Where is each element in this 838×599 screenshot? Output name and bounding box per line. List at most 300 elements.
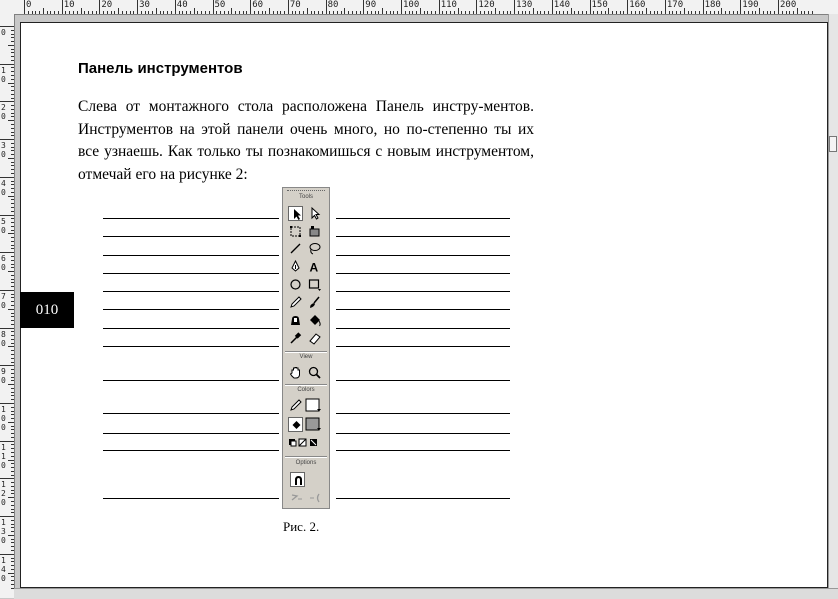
ruler-minor-tick <box>706 11 707 14</box>
vertical-scroll-thumb[interactable] <box>829 136 837 152</box>
ruler-minor-tick <box>337 11 338 14</box>
ruler-minor-tick <box>11 56 14 57</box>
ruler-minor-tick <box>11 241 14 242</box>
ruler-minor-tick <box>770 11 771 14</box>
ruler-minor-tick <box>11 124 14 125</box>
stroke-color-pencil-icon <box>288 398 303 413</box>
ruler-minor-tick <box>11 60 14 61</box>
options-header: Options <box>295 460 317 466</box>
ruler-minor-tick <box>11 320 14 321</box>
ruler-minor-tick <box>733 11 734 14</box>
ruler-minor-tick <box>254 11 255 14</box>
ruler-minor-tick <box>390 11 391 14</box>
ruler-minor-tick <box>54 11 55 14</box>
ruler-label: 70 <box>289 0 301 10</box>
ruler-minor-tick <box>11 418 14 419</box>
ruler-minor-tick <box>11 561 14 562</box>
ruler-label: 40 <box>176 0 188 10</box>
ruler-minor-tick <box>11 294 14 295</box>
ruler-minor-tick <box>11 509 14 510</box>
ruler-major-tick <box>552 0 553 14</box>
ruler-minor-tick <box>420 8 421 14</box>
ruler-major-tick <box>0 365 14 366</box>
ruler-minor-tick <box>8 120 14 121</box>
fill-color-swatch <box>305 417 322 432</box>
ruler-minor-tick <box>167 11 168 14</box>
ruler-major-tick <box>0 215 14 216</box>
ruler-major-tick <box>590 0 591 14</box>
ruler-minor-tick <box>11 67 14 68</box>
ruler-minor-tick <box>503 11 504 14</box>
answer-line-left <box>103 380 279 381</box>
ruler-minor-tick <box>81 8 82 14</box>
ruler-minor-tick <box>661 11 662 14</box>
ruler-minor-tick <box>782 11 783 14</box>
ruler-minor-tick <box>11 414 14 415</box>
ruler-minor-tick <box>228 11 229 14</box>
ruler-minor-tick <box>122 11 123 14</box>
ruler-label: 170 <box>666 0 684 10</box>
ruler-minor-tick <box>11 339 14 340</box>
ruler-minor-tick <box>11 437 14 438</box>
answer-line-right <box>336 380 510 381</box>
ruler-major-tick <box>665 0 666 14</box>
ruler-minor-tick <box>273 11 274 14</box>
ruler-minor-tick <box>574 11 575 14</box>
ruler-minor-tick <box>11 490 14 491</box>
ruler-minor-tick <box>133 11 134 14</box>
ruler-minor-tick <box>352 11 353 14</box>
ruler-minor-tick <box>11 399 14 400</box>
ruler-minor-tick <box>752 11 753 14</box>
ruler-minor-tick <box>220 11 221 14</box>
ruler-minor-tick <box>495 8 496 14</box>
ruler-minor-tick <box>11 173 14 174</box>
ruler-minor-tick <box>11 90 14 91</box>
ruler-label: 50 <box>214 0 226 10</box>
ruler-minor-tick <box>65 11 66 14</box>
ruler-minor-tick <box>11 154 14 155</box>
ruler-minor-tick <box>262 11 263 14</box>
ruler-minor-tick <box>11 49 14 50</box>
ruler-minor-tick <box>47 11 48 14</box>
ruler-minor-tick <box>243 11 244 14</box>
ruler-minor-tick <box>209 11 210 14</box>
ruler-major-tick <box>0 26 14 27</box>
text-tool-icon <box>307 259 322 274</box>
ruler-minor-tick <box>11 267 14 268</box>
ruler-minor-tick <box>657 11 658 14</box>
answer-line-right <box>336 328 510 329</box>
ruler-minor-tick <box>480 11 481 14</box>
ruler-minor-tick <box>11 444 14 445</box>
answer-line-right <box>336 255 510 256</box>
ruler-major-tick <box>0 252 14 253</box>
ruler-minor-tick <box>642 11 643 14</box>
answer-line-right <box>336 450 510 451</box>
ruler-minor-tick <box>11 165 14 166</box>
ruler-minor-tick <box>11 486 14 487</box>
ruler-label: 130 <box>516 0 533 10</box>
ruler-minor-tick <box>424 11 425 14</box>
ruler-minor-tick <box>612 11 613 14</box>
ruler-minor-tick <box>11 71 14 72</box>
ruler-minor-tick <box>11 580 14 581</box>
ruler-minor-tick <box>11 305 14 306</box>
ruler-minor-tick <box>11 527 14 528</box>
ruler-minor-tick <box>11 471 14 472</box>
answer-line-right <box>336 218 510 219</box>
ruler-minor-tick <box>118 8 119 14</box>
ruler-minor-tick <box>11 550 14 551</box>
ruler-minor-tick <box>11 226 14 227</box>
ruler-minor-tick <box>11 34 14 35</box>
ruler-minor-tick <box>544 11 545 14</box>
ruler-minor-tick <box>11 565 14 566</box>
ruler-minor-tick <box>529 11 530 14</box>
ruler-label: 90 <box>365 0 377 10</box>
ruler-minor-tick <box>11 279 14 280</box>
ruler-label: 100 <box>403 0 420 10</box>
answer-line-right <box>336 346 510 347</box>
ruler-minor-tick <box>563 11 564 14</box>
ruler-minor-tick <box>725 11 726 14</box>
ruler-minor-tick <box>96 11 97 14</box>
ruler-minor-tick <box>578 11 579 14</box>
ruler-minor-tick <box>11 463 14 464</box>
ruler-minor-tick <box>812 11 813 14</box>
ruler-minor-tick <box>11 493 14 494</box>
ruler-minor-tick <box>11 105 14 106</box>
ruler-minor-tick <box>461 11 462 14</box>
ruler-minor-tick <box>11 313 14 314</box>
ruler-minor-tick <box>397 11 398 14</box>
ruler-minor-tick <box>39 11 40 14</box>
ruler-major-tick <box>99 0 100 14</box>
ruler-minor-tick <box>11 192 14 193</box>
ruler-major-tick <box>778 0 779 14</box>
ruler-minor-tick <box>11 426 14 427</box>
ruler-minor-tick <box>699 11 700 14</box>
ruler-minor-tick <box>11 467 14 468</box>
ruler-major-tick <box>326 0 327 14</box>
ruler-minor-tick <box>84 11 85 14</box>
ruler-minor-tick <box>11 30 14 31</box>
ruler-minor-tick <box>11 143 14 144</box>
ruler-label: 80 <box>1 329 6 348</box>
ruler-minor-tick <box>473 11 474 14</box>
ruler-minor-tick <box>11 79 14 80</box>
fill-transform-tool-icon <box>307 224 322 239</box>
ruler-minor-tick <box>8 233 14 234</box>
ruler-minor-tick <box>11 207 14 208</box>
ruler-minor-tick <box>8 573 14 574</box>
ruler-minor-tick <box>11 128 14 129</box>
ruler-minor-tick <box>160 11 161 14</box>
ruler-minor-tick <box>11 113 14 114</box>
ruler-label: 40 <box>1 178 6 197</box>
ruler-minor-tick <box>8 346 14 347</box>
ruler-minor-tick <box>11 569 14 570</box>
ruler-minor-tick <box>405 11 406 14</box>
ruler-minor-tick <box>11 482 14 483</box>
ruler-minor-tick <box>759 8 760 14</box>
ruler-minor-tick <box>11 542 14 543</box>
ruler-minor-tick <box>597 11 598 14</box>
answer-line-left <box>103 413 279 414</box>
ruler-minor-tick <box>77 11 78 14</box>
ruler-minor-tick <box>311 11 312 14</box>
ruler-minor-tick <box>197 11 198 14</box>
ruler-minor-tick <box>593 11 594 14</box>
answer-line-right <box>336 236 510 237</box>
fill-color-bucket-icon <box>288 417 303 432</box>
ruler-minor-tick <box>11 282 14 283</box>
ruler-minor-tick <box>601 11 602 14</box>
ruler-major-tick <box>0 441 14 442</box>
ruler-minor-tick <box>148 11 149 14</box>
answer-line-left <box>103 498 279 499</box>
ruler-minor-tick <box>8 271 14 272</box>
ruler-minor-tick <box>744 11 745 14</box>
ruler-minor-tick <box>307 8 308 14</box>
ruler-minor-tick <box>11 260 14 261</box>
ruler-minor-tick <box>314 11 315 14</box>
ruler-label: 180 <box>704 0 721 10</box>
ruler-minor-tick <box>11 181 14 182</box>
answer-line-left <box>103 218 279 219</box>
ruler-minor-tick <box>356 11 357 14</box>
ruler-minor-tick <box>371 11 372 14</box>
ruler-major-tick <box>401 0 402 14</box>
ruler-minor-tick <box>11 230 14 231</box>
ruler-minor-tick <box>801 11 802 14</box>
ruler-minor-tick <box>623 11 624 14</box>
ruler-minor-tick <box>416 11 417 14</box>
ruler-major-tick <box>62 0 63 14</box>
ruler-minor-tick <box>11 501 14 502</box>
ruler-minor-tick <box>763 11 764 14</box>
free-transform-tool-icon <box>288 224 303 239</box>
answer-line-left <box>103 309 279 310</box>
ruler-label: 10 <box>63 0 75 10</box>
ruler-major-tick <box>213 0 214 14</box>
ruler-label: 140 <box>553 0 571 10</box>
ruler-minor-tick <box>348 11 349 14</box>
ruler-minor-tick <box>11 388 14 389</box>
ruler-minor-tick <box>793 11 794 14</box>
ruler-minor-tick <box>688 11 689 14</box>
ruler-minor-tick <box>11 75 14 76</box>
ruler-minor-tick <box>11 264 14 265</box>
ruler-minor-tick <box>11 531 14 532</box>
ruler-minor-tick <box>88 11 89 14</box>
ruler-minor-tick <box>11 162 14 163</box>
ruler-minor-tick <box>284 11 285 14</box>
ruler-minor-tick <box>586 11 587 14</box>
answer-line-left <box>103 255 279 256</box>
arrow-tool-icon <box>288 206 303 221</box>
ruler-major-tick <box>24 0 25 14</box>
horizontal-scrollbar[interactable] <box>14 588 838 599</box>
ruler-minor-tick <box>11 411 14 412</box>
ruler-minor-tick <box>11 169 14 170</box>
ruler-minor-tick <box>11 199 14 200</box>
ruler-minor-tick <box>103 11 104 14</box>
ruler-minor-tick <box>11 350 14 351</box>
ruler-minor-tick <box>540 11 541 14</box>
ruler-minor-tick <box>465 11 466 14</box>
ruler-minor-tick <box>295 11 296 14</box>
ruler-minor-tick <box>748 11 749 14</box>
ruler-minor-tick <box>11 392 14 393</box>
ruler-minor-tick <box>11 150 14 151</box>
ruler-minor-tick <box>669 11 670 14</box>
ruler-label: 60 <box>1 254 6 273</box>
ruler-major-tick <box>288 0 289 14</box>
ruler-minor-tick <box>11 52 14 53</box>
ruler-label: 190 <box>742 0 759 10</box>
page-number-badge: 010 <box>20 292 74 328</box>
ruler-major-tick <box>0 177 14 178</box>
ruler-minor-tick <box>11 539 14 540</box>
vertical-scrollbar[interactable] <box>828 14 838 598</box>
ruler-major-tick <box>137 0 138 14</box>
eyedropper-tool-icon <box>288 331 303 346</box>
ruler-minor-tick <box>620 11 621 14</box>
ruler-minor-tick <box>635 11 636 14</box>
ruler-minor-tick <box>367 11 368 14</box>
ruler-minor-tick <box>11 448 14 449</box>
ruler-minor-tick <box>114 11 115 14</box>
ruler-minor-tick <box>179 11 180 14</box>
ruler-label: 20 <box>101 0 113 10</box>
ruler-minor-tick <box>491 11 492 14</box>
ruler-minor-tick <box>50 11 51 14</box>
answer-line-left <box>103 328 279 329</box>
ruler-minor-tick <box>616 11 617 14</box>
answer-line-right <box>336 273 510 274</box>
ruler-minor-tick <box>11 245 14 246</box>
ruler-label: 30 <box>1 141 6 160</box>
ruler-label: 110 <box>440 0 457 10</box>
ruler-label: 150 <box>591 0 608 10</box>
ruler-minor-tick <box>442 11 443 14</box>
ruler-minor-tick <box>258 11 259 14</box>
ruler-label: 120 <box>1 480 6 508</box>
ruler-label: 70 <box>1 291 6 310</box>
panel-divider <box>285 456 327 458</box>
ruler-minor-tick <box>11 237 14 238</box>
ruler-label: 110 <box>1 442 6 470</box>
hand-tool-icon <box>288 365 303 380</box>
ruler-minor-tick <box>11 520 14 521</box>
ruler-minor-tick <box>386 11 387 14</box>
ruler-minor-tick <box>691 11 692 14</box>
ruler-label: 50 <box>1 216 6 235</box>
ruler-minor-tick <box>141 11 142 14</box>
ruler-minor-tick <box>11 147 14 148</box>
ruler-minor-tick <box>412 11 413 14</box>
ruler-minor-tick <box>684 8 685 14</box>
ruler-minor-tick <box>608 8 609 14</box>
ruler-minor-tick <box>11 331 14 332</box>
answer-line-right <box>336 309 510 310</box>
snap-magnet-icon <box>290 472 305 487</box>
ruler-minor-tick <box>718 11 719 14</box>
ruler-minor-tick <box>11 86 14 87</box>
answer-line-left <box>103 291 279 292</box>
ruler-major-tick <box>0 101 14 102</box>
ruler-minor-tick <box>11 218 14 219</box>
answer-line-left <box>103 236 279 237</box>
ruler-minor-tick <box>156 8 157 14</box>
ruler-minor-tick <box>224 11 225 14</box>
ruler-minor-tick <box>73 11 74 14</box>
ink-bottle-tool-icon <box>288 313 303 328</box>
ruler-major-tick <box>439 0 440 14</box>
ruler-minor-tick <box>28 11 29 14</box>
ruler-label: 160 <box>629 0 646 10</box>
ruler-major-tick <box>0 516 14 517</box>
answer-line-left <box>103 450 279 451</box>
ruler-minor-tick <box>710 11 711 14</box>
ruler-major-tick <box>0 290 14 291</box>
ruler-major-tick <box>703 0 704 14</box>
ruler-minor-tick <box>11 512 14 513</box>
answer-line-left <box>103 346 279 347</box>
ruler-minor-tick <box>11 109 14 110</box>
ruler-minor-tick <box>458 8 459 14</box>
ruler-minor-tick <box>11 380 14 381</box>
ruler-minor-tick <box>11 576 14 577</box>
ruler-label: 60 <box>252 0 264 10</box>
ruler-minor-tick <box>11 407 14 408</box>
ruler-minor-tick <box>11 222 14 223</box>
ruler-minor-tick <box>808 11 809 14</box>
ruler-minor-tick <box>8 384 14 385</box>
ruler-minor-tick <box>11 41 14 42</box>
ruler-minor-tick <box>680 11 681 14</box>
ruler-minor-tick <box>676 11 677 14</box>
ruler-minor-tick <box>11 184 14 185</box>
ruler-minor-tick <box>721 8 722 14</box>
ruler-minor-tick <box>393 11 394 14</box>
ruler-minor-tick <box>130 11 131 14</box>
ruler-label: 30 <box>139 0 150 10</box>
paint-bucket-tool-icon <box>307 313 322 328</box>
ruler-label: 0 <box>26 0 32 10</box>
ruler-minor-tick <box>11 558 14 559</box>
ruler-major-tick <box>476 0 477 14</box>
stroke-color-swatch <box>305 398 322 413</box>
ruler-major-tick <box>0 554 14 555</box>
ruler-minor-tick <box>571 8 572 14</box>
ruler-major-tick <box>514 0 515 14</box>
ruler-minor-tick <box>126 11 127 14</box>
answer-line-right <box>336 413 510 414</box>
panel-divider <box>285 351 327 353</box>
ruler-minor-tick <box>32 11 33 14</box>
ruler-minor-tick <box>695 11 696 14</box>
ruler-minor-tick <box>11 211 14 212</box>
ruler-major-tick <box>250 0 251 14</box>
ruler-minor-tick <box>11 324 14 325</box>
ruler-minor-tick <box>303 11 304 14</box>
ruler-major-tick <box>627 0 628 14</box>
ruler-minor-tick <box>605 11 606 14</box>
ruler-minor-tick <box>548 11 549 14</box>
